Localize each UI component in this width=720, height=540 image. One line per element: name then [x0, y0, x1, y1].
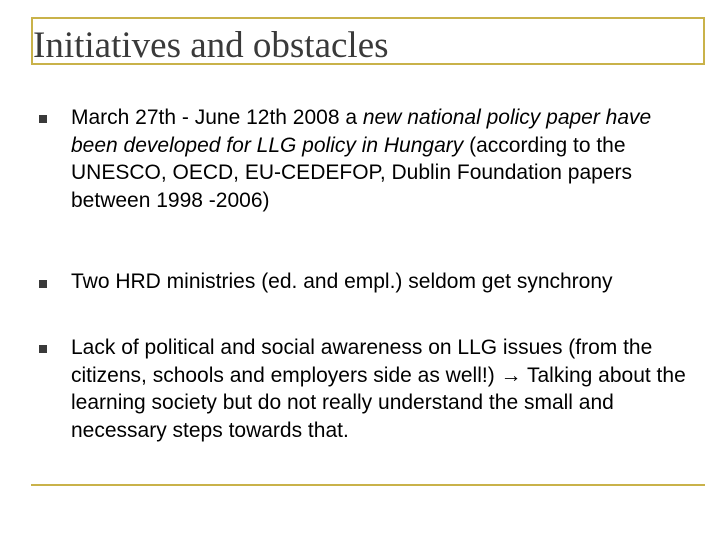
bullet-marker: [39, 345, 47, 353]
frame-top-rule: [31, 17, 705, 19]
arrow-icon: →: [500, 363, 522, 387]
bullet-text: (according to the UNESCO, OECD, EU-CEDEFOP, Dublin Foundation papers between 1998 -2006): [71, 133, 632, 212]
bullet-text: March 27th - June 12th 2008 a: [71, 106, 363, 129]
slide-title: Initiatives and obstacles: [33, 25, 389, 66]
bullet-item: [71, 104, 699, 214]
bullet-marker: [39, 115, 47, 123]
bullet-text: Two HRD ministries (ed. and empl.) seldom get synchrony: [71, 270, 613, 293]
frame-right-rule: [703, 17, 705, 65]
bottom-rule: [31, 484, 705, 486]
bullet-text: Talking about the learning society but do not really understand the small and necessary steps towards that.: [71, 363, 686, 442]
bullet-item: [71, 334, 699, 444]
bullet-marker: [39, 280, 47, 288]
bullet-text: Lack of political and social awareness on LLG issues (from the citizens, schools and employers side as well!): [71, 336, 653, 387]
bullet-item: [71, 268, 699, 296]
bullet-text-italic: new national policy paper have been developed for LLG policy in Hungary: [71, 106, 652, 157]
